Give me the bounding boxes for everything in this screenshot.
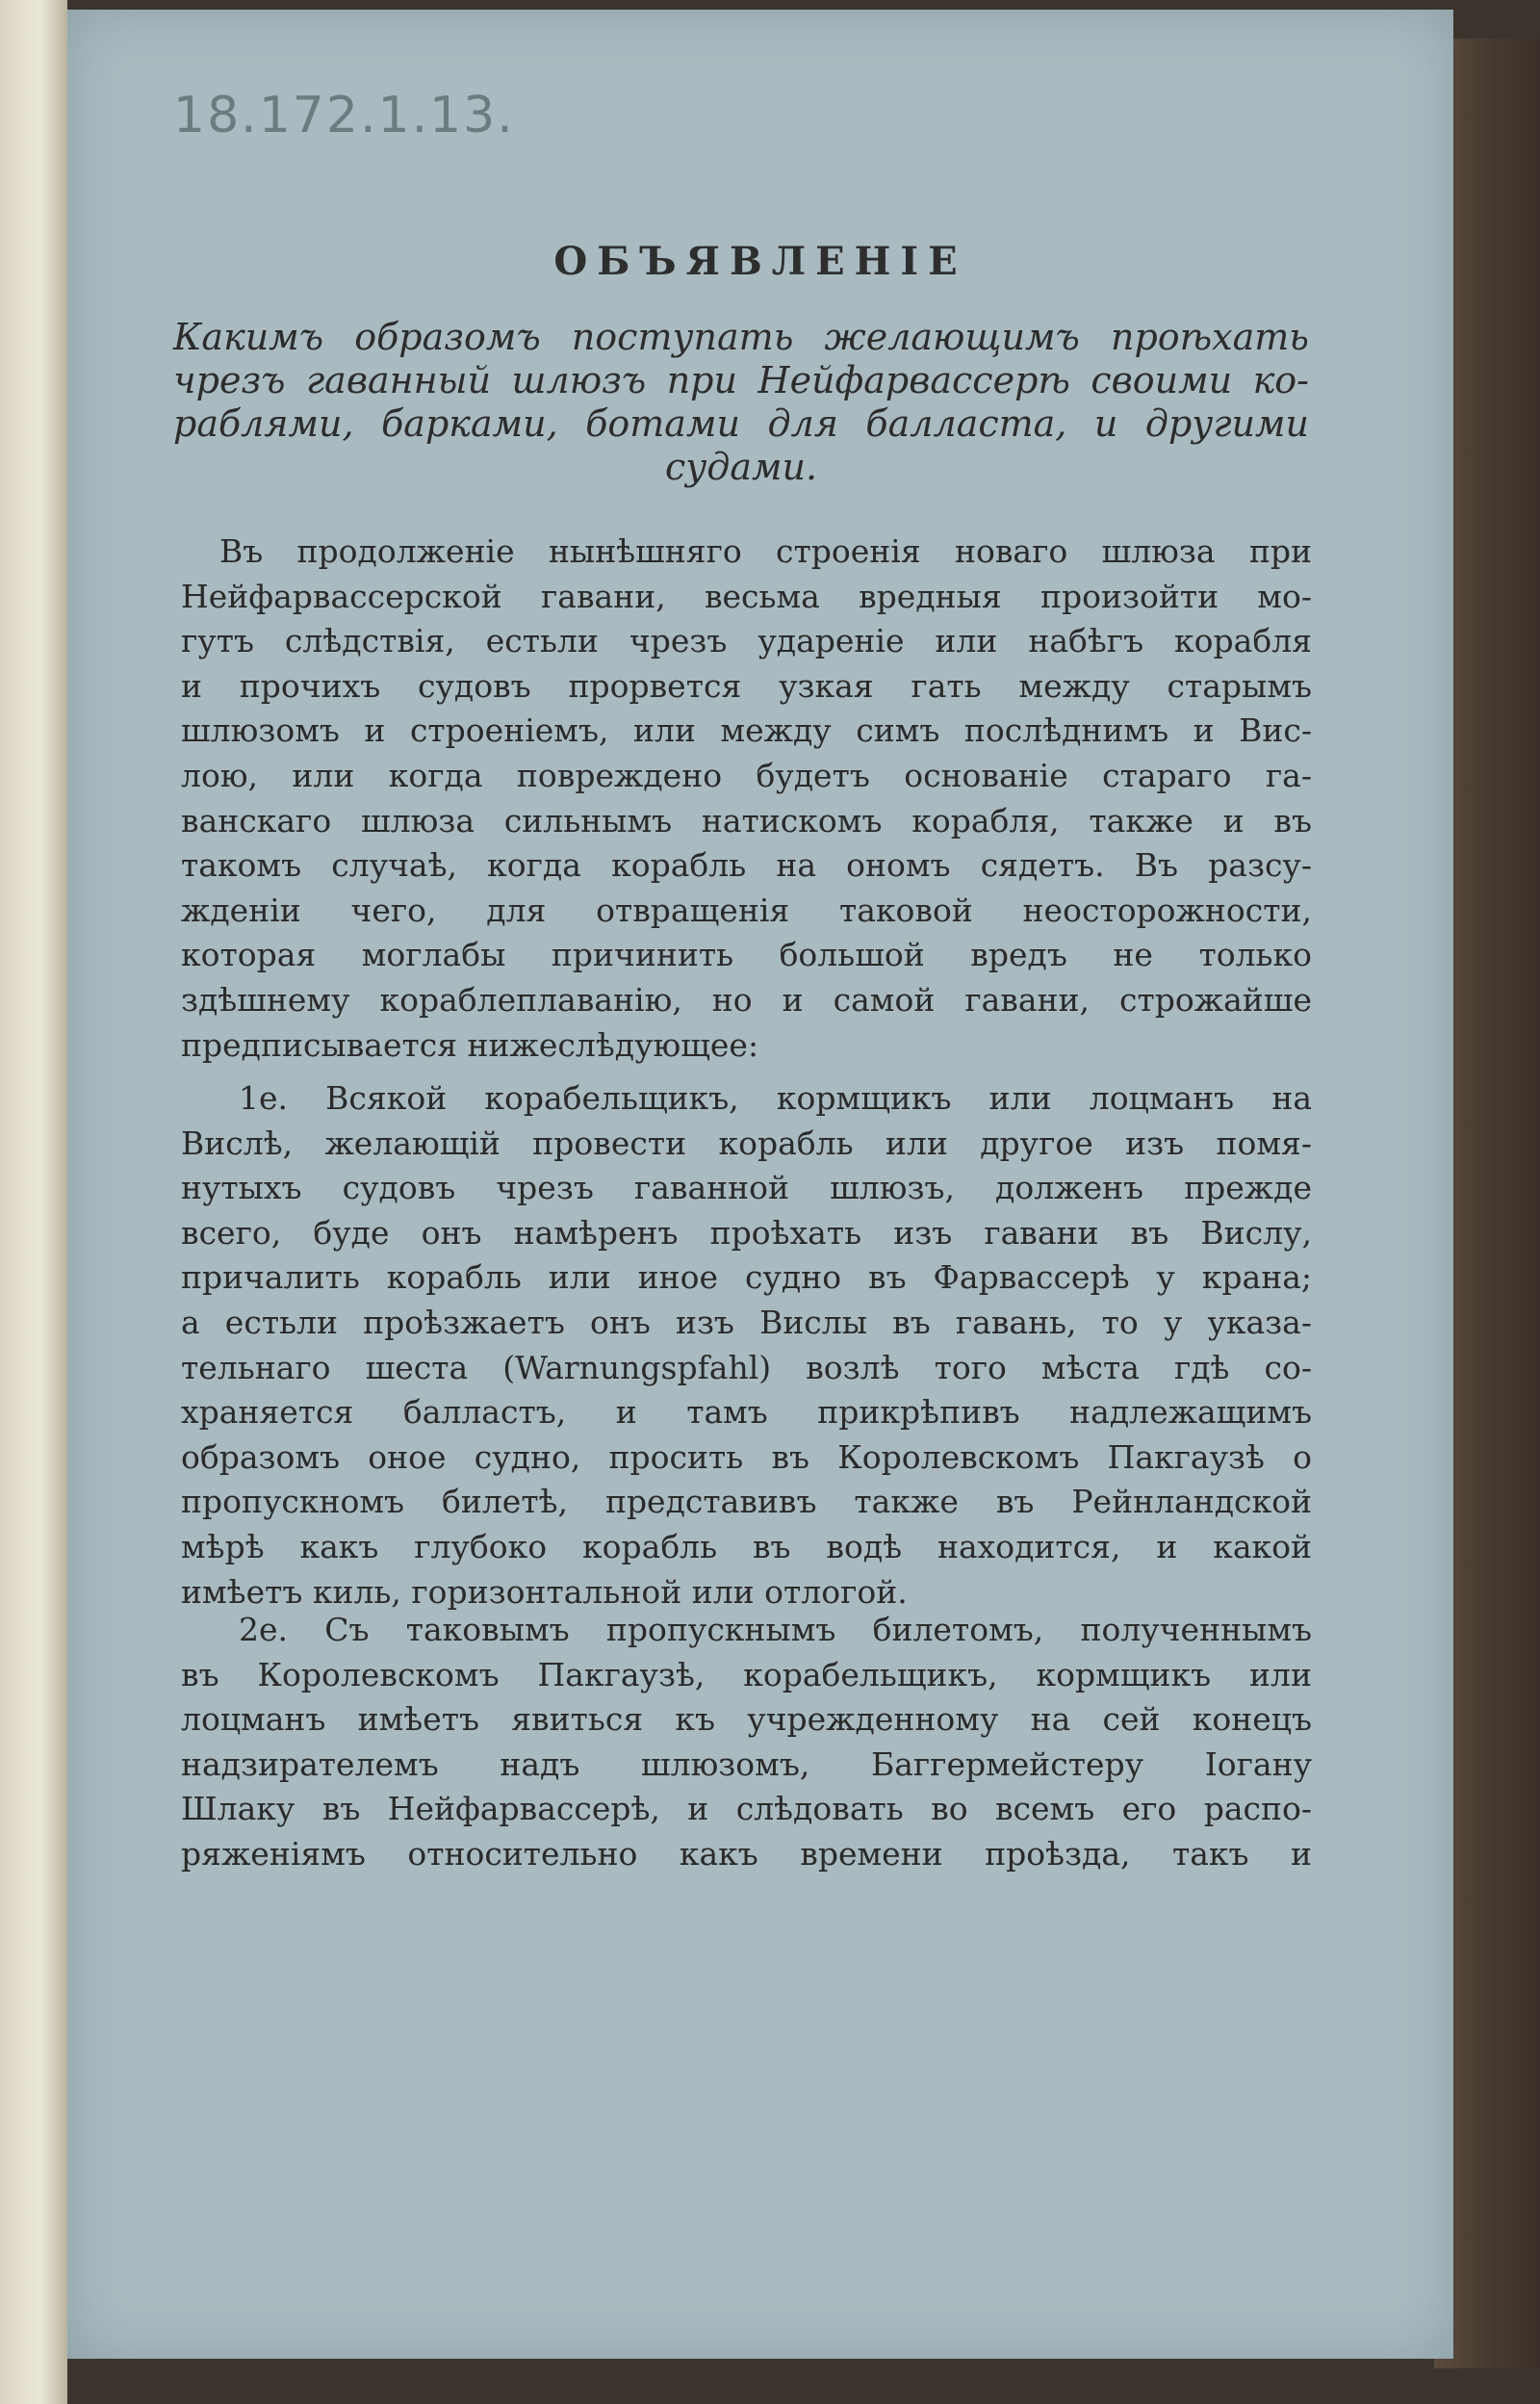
paragraph-intro <box>181 530 1312 1068</box>
text-line: такомъ случаѣ, когда корабль на ономъ сядетъ. Въ разсу- <box>181 846 1312 885</box>
text-line: Шлаку въ Нейфарвассерѣ, и слѣдовать во всемъ его распо- <box>181 1790 1312 1828</box>
text-line: всего, буде онъ намѣренъ проѣхать изъ гавани въ Вислу, <box>181 1213 1312 1252</box>
text-line: въ Королевскомъ Пакгаузѣ, корабельщикъ, кормщикъ или <box>181 1655 1312 1693</box>
text-line: образомъ оное судно, просить въ Королевскомъ Пакгаузѣ о <box>181 1437 1312 1476</box>
text-line: которая моглабы причинить большой вредъ не только <box>181 936 1312 974</box>
facing-page-edge <box>0 0 67 2404</box>
paragraph-article-2 <box>181 1608 1312 1877</box>
text-line: и прочихъ судовъ прорвется узкая гать между старымъ <box>181 666 1312 705</box>
text-line: Нейфарвассерской гавани, весьма вредныя произойти мо- <box>181 577 1312 615</box>
subtitle-line: судами. <box>664 446 818 488</box>
subtitle-line: раблями, барками, ботами для балласта, и другими <box>173 402 1309 445</box>
text-line: 1е. Всякой корабельщикъ, кормщикъ или лоцманъ на <box>239 1079 1312 1117</box>
text-line: пропускномъ билетѣ, представивъ также въ Рейнландской <box>181 1483 1312 1521</box>
text-line: а естьли проѣзжаетъ онъ изъ Вислы въ гавань, то у указа- <box>181 1303 1312 1341</box>
text-line: храняется балластъ, и тамъ прикрѣпивъ надлежащимъ <box>181 1393 1312 1432</box>
text-line: жденіи чего, для отвращенія таковой неосторожности, <box>181 891 1312 929</box>
subtitle-line: Какимъ образомъ поступать желающимъ проѣхать <box>173 316 1309 358</box>
text-line: здѣшнему кораблеплаванію, но и самой гавани, строжайше <box>181 980 1312 1019</box>
text-line: тельнаго шеста (Warnungspfahl) возлѣ того мѣста гдѣ со- <box>181 1348 1312 1386</box>
text-line: ряженіямъ относительно какъ времени проѣзда, такъ и <box>181 1834 1312 1873</box>
page-title: ОБЪЯВЛЕНІЕ <box>553 239 967 284</box>
text-line: нутыхъ судовъ чрезъ гаванной шлюзъ, долженъ прежде <box>181 1169 1312 1207</box>
text-line: Вислѣ, желающій провести корабль или другое изъ помя- <box>181 1124 1312 1162</box>
text-line: мѣрѣ какъ глубоко корабль въ водѣ находится, и какой <box>181 1527 1312 1565</box>
shelfmark: 18.172.1.13. <box>173 87 515 144</box>
text-line: шлюзомъ и строеніемъ, или между симъ послѣднимъ и Вис- <box>181 711 1312 750</box>
paragraph-article-1 <box>181 1076 1312 1615</box>
text-line: лоцманъ имѣетъ явиться къ учрежденному на сей конецъ <box>181 1700 1312 1739</box>
text-line: надзирателемъ надъ шлюзомъ, Баггермейстеру Іогану <box>181 1745 1312 1783</box>
text-line: лою, или когда повреждено будетъ основаніе стараго га- <box>181 756 1312 794</box>
subtitle-line: чрезъ гаванный шлюзъ при Нейфарвассерѣ своими ко- <box>173 359 1309 401</box>
text-line: имѣетъ киль, горизонтальной или отлогой. <box>181 1572 908 1611</box>
text-line: предписывается нижеслѣдующее: <box>181 1025 759 1064</box>
text-line: гутъ слѣдствія, естьли чрезъ удареніе или набѣгъ корабля <box>181 622 1312 660</box>
subtitle <box>173 316 1309 489</box>
text-line: 2е. Съ таковымъ пропускнымъ билетомъ, полученнымъ <box>239 1611 1312 1648</box>
text-line: Въ продолженіе нынѣшняго строенія новаго шлюза при <box>219 532 1312 570</box>
document-page <box>67 10 1453 2359</box>
text-line: причалить корабль или иное судно въ Фарвассерѣ у крана; <box>181 1258 1312 1297</box>
text-line: ванскаго шлюза сильнымъ натискомъ корабля, также и въ <box>181 801 1312 840</box>
